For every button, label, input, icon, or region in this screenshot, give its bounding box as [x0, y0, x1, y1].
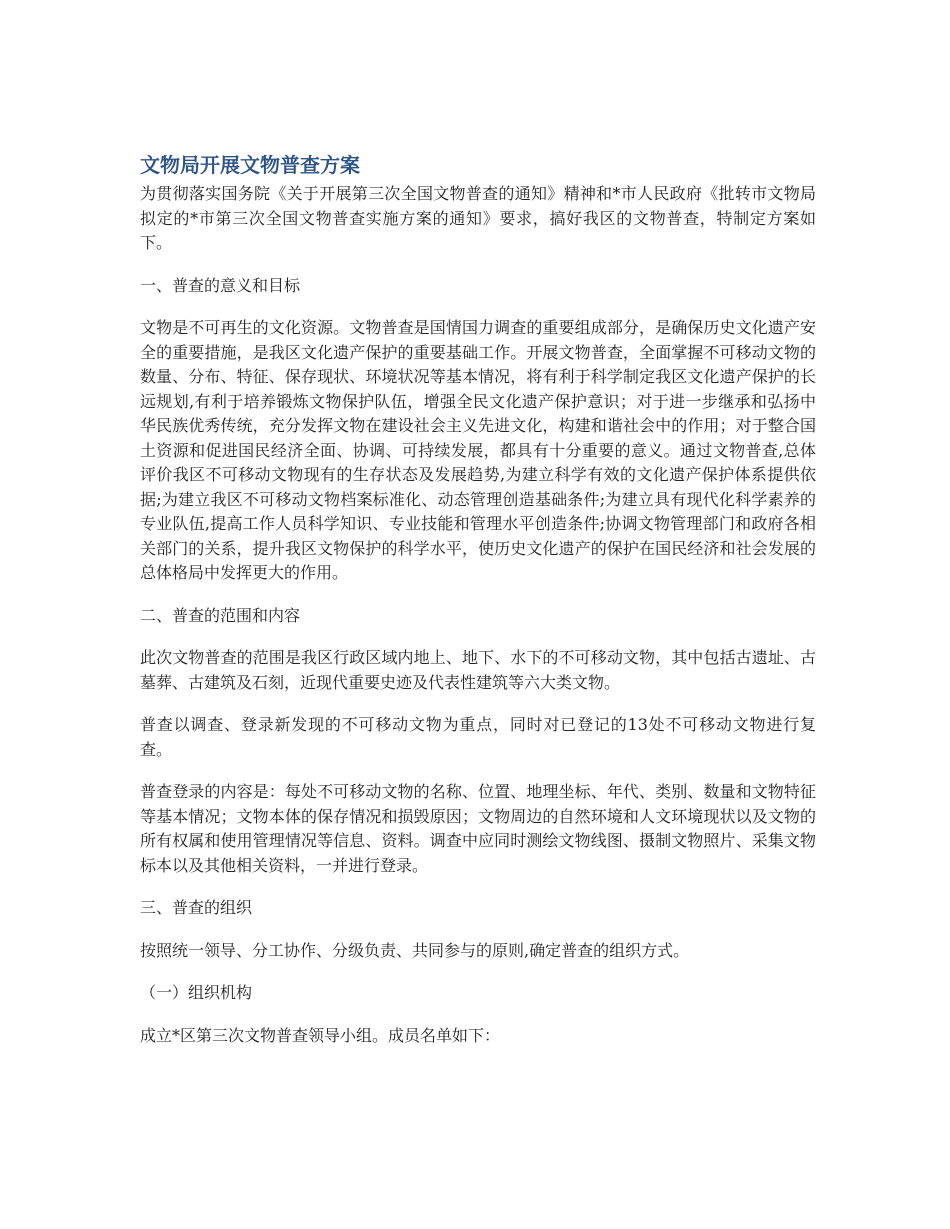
subsection-heading-1: （一）组织机构 [140, 983, 253, 1002]
subsection-1-body: 成立*区第三次文物普查领导小组。成员名单如下： [140, 1025, 501, 1045]
section-2-scope: 此次文物普查的范围是我区行政区域内地上、地下、水下的不可移动文物，其中包括古遗址、古墓葬、古建筑及石刻，近现代重要史迹及代表性建筑等六大类文物。 [140, 648, 816, 692]
section-heading-3: 三、普查的组织 [140, 898, 253, 917]
section-3-principle: 按照统一领导、分工协作、分级负责、共同参与的原则,确定普查的组织方式。 [140, 940, 690, 960]
document-page [140, 150, 816, 1066]
intro-paragraph: 为贯彻落实国务院《关于开展第三次全国文物普查的通知》精神和*市人民政府《批转市文物局拟定的*市第三次全国文物普查实施方案的通知》要求，搞好我区的文物普查，特制定方案如下。 [140, 184, 816, 252]
section-1-body: 文物是不可再生的文化资源。文物普查是国情国力调查的重要组成部分，是确保历史文化遗产安全的重要措施，是我区文化遗产保护的重要基础工作。开展文物普查，全面掌握不可移动文物的数量、分布、特征、保存现状、环境状况等基本情况，将有利于科学制定我区文化遗产保护的长远规划,有利于培养锻炼文物保护队伍，增强全民文化遗产保护意识；对于进一步继承和弘扬中华民族优秀传统，充分发挥文物在建设社会主义先进文化，构建和谐社会中的作用；对于整合国土资源和促进国民经济全面、协调、可持续发展，都具有十分重要的意义。通过文物普查,总体评价我区不可移动文物现有的生存状态及发展趋势,为建立科学有效的文化遗产保护体系提供依据;为建立我区不可移动文物档案标准化、动态管理创造基础条件;为建立具有现代化科学素养的专业队伍,提高工作人员科学知识、专业技能和管理水平创造条件;协调文物管理部门和政府各相关部门的关系，提升我区文物保护的科学水平，使历史文化遗产的保护在国民经济和社会发展的总体格局中发挥更大的作用。 [140, 318, 816, 582]
section-2-content: 普查登录的内容是：每处不可移动文物的名称、位置、地理坐标、年代、类别、数量和文物特征等基本情况；文物本体的保存情况和损毁原因；文物周边的自然环境和人文环境现状以及文物的所有权属和使用管理情况等信息、资料。调查中应同时测绘文物线图、摄制文物照片、采集文物标本以及其他相关资料，一并进行登录。 [140, 782, 816, 875]
section-heading-1: 一、普查的意义和目标 [140, 275, 301, 295]
section-heading-2: 二、普查的范围和内容 [140, 605, 301, 625]
document-title: 文物局开展文物普查方案 [140, 153, 360, 177]
section-2-focus: 普查以调查、登录新发现的不可移动文物为重点，同时对已登记的13处不可移动文物进行复查。 [140, 715, 816, 759]
